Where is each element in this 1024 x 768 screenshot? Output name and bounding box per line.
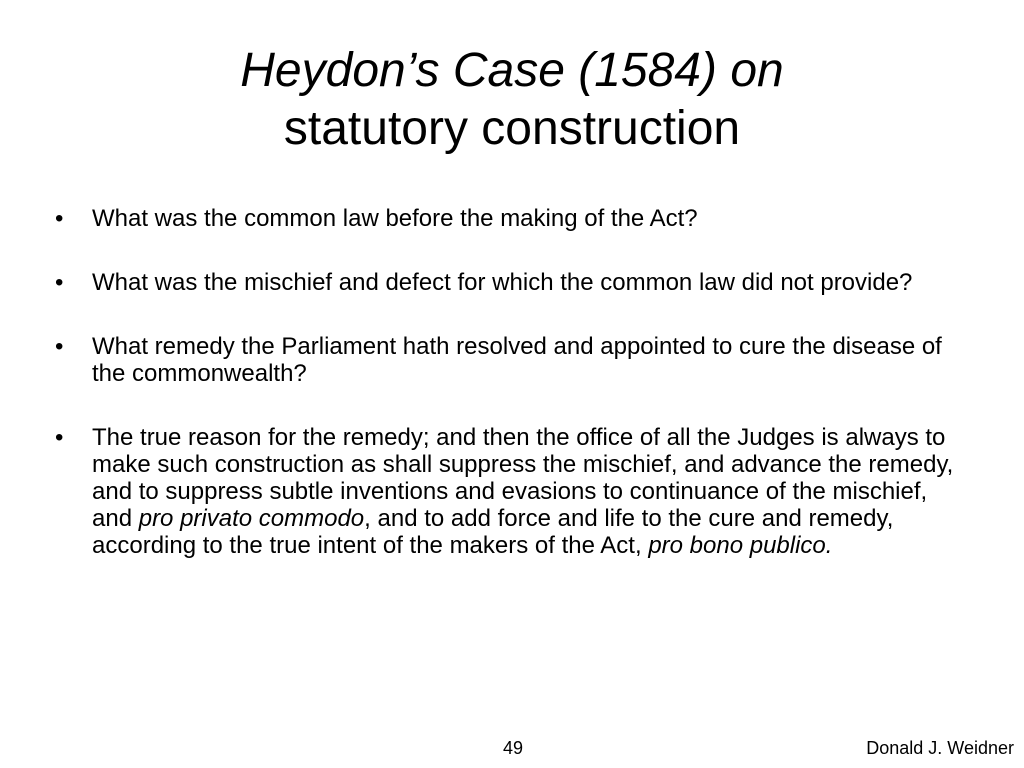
bullet-text: What was the mischief and defect for which the common law did not provide? <box>92 269 913 296</box>
bullet-item <box>55 424 955 559</box>
bullet-text-part: , and to add force and life to the cure and remedy, according to the true intent of the makers of the Act, <box>92 505 894 559</box>
bullet-text-part: The true reason for the remedy; and then the office of all the Judges is always to make such construction as shall suppress the mischief, and advance the remedy, and to suppress subtle inventions and evasions to continuance of the mischief, and <box>92 424 954 532</box>
latin-phrase-private: pro privato commodo <box>138 505 365 532</box>
bullet-marker: • <box>55 333 64 360</box>
bullet-marker: • <box>55 424 64 451</box>
footer-author: Donald J. Weidner <box>866 738 1014 758</box>
bullet-item <box>55 333 955 387</box>
bullet-text <box>92 424 953 559</box>
bullet-marker: • <box>55 205 64 232</box>
page-number: 49 <box>503 738 524 758</box>
slide-title <box>0 42 1024 158</box>
bullet-list <box>55 205 955 596</box>
bullet-item <box>55 269 955 296</box>
latin-phrase-public: pro bono publico. <box>648 532 833 559</box>
bullet-marker: • <box>55 269 64 296</box>
bullet-text: What remedy the Parliament hath resolved and appointed to cure the disease of the commonwealth? <box>92 333 942 387</box>
title-line-1: Heydon’s Case (1584) on <box>240 44 784 97</box>
bullet-text: What was the common law before the making of the Act? <box>92 205 698 232</box>
title-line-2: statutory construction <box>283 102 741 155</box>
bullet-item <box>55 205 955 232</box>
